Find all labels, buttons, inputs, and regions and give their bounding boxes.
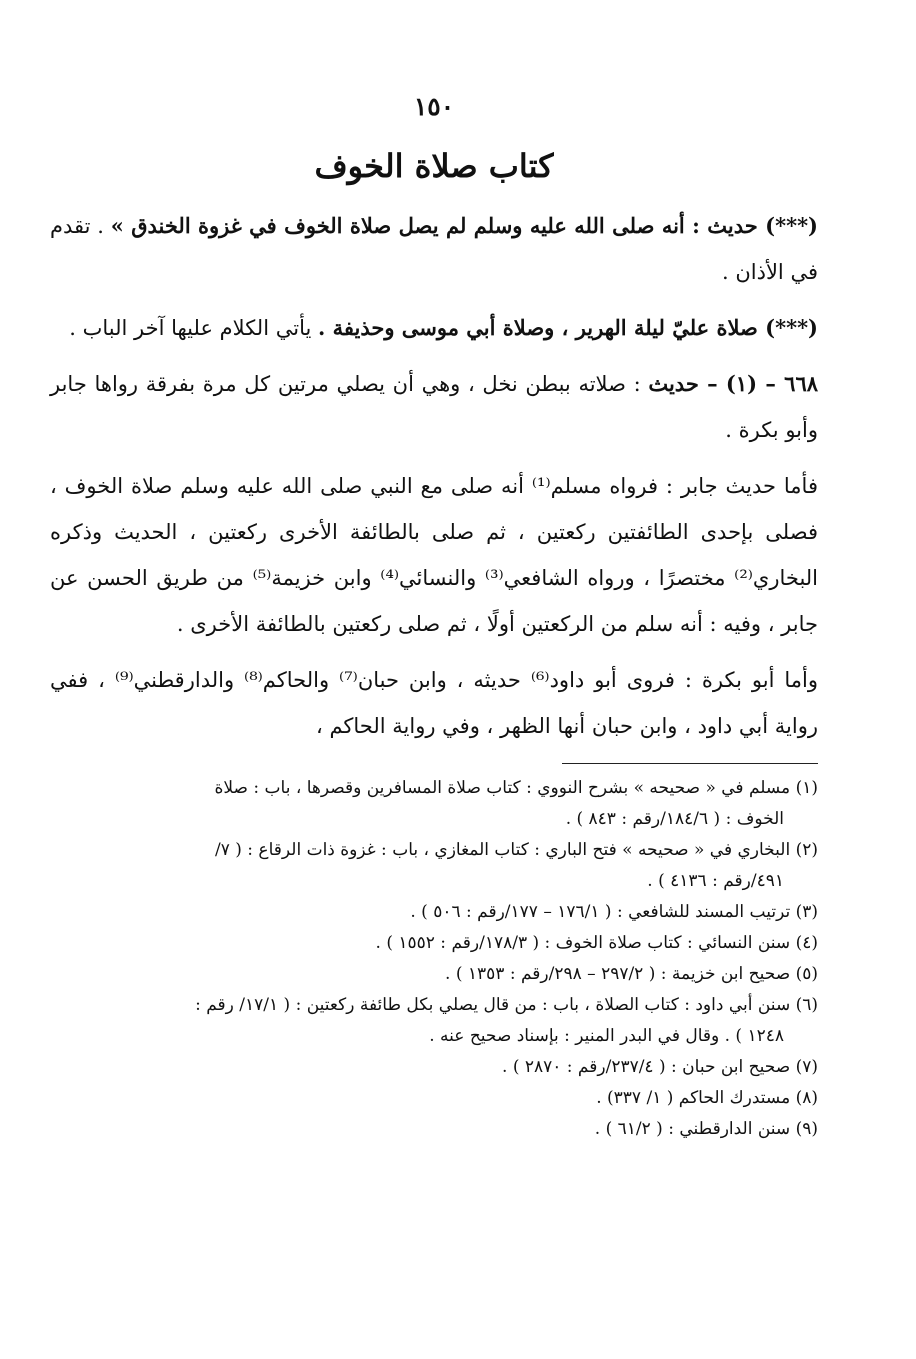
footnote — [50, 773, 818, 835]
footnote-text: (٢) البخاري في « صحيحه » فتح الباري : كتاب المغازي ، باب : غزوة ذات الرقاع : ( ٧/ — [214, 840, 818, 860]
paragraph-text: وأما أبو بكرة : فروى أبو داود⁽⁶⁾ حديثه ، وابن حبان⁽⁷⁾ والحاكم⁽⁸⁾ والدارقطني⁽⁹⁾ ، ففي رواية أبي داود ، وابن حبان أنها الظهر ، وفي رواية الحاكم ، — [50, 668, 819, 738]
footnote-text: (٥) صحيح ابن خزيمة : ( ٢٩٧/٢ – ٢٩٨/رقم : ١٣٥٣ ) . — [445, 964, 818, 984]
footnote-text: (٤) سنن النسائي : كتاب صلاة الخوف : ( ١٧٨/٣/رقم : ١٥٥٢ ) . — [375, 933, 818, 953]
footnote-continuation: ٤٩١/رقم : ٤١٣٦ ) . — [647, 871, 784, 891]
footnote — [50, 990, 818, 1052]
footnote-continuation: ١٢٤٨ ) . وقال في البدر المنير : بإسناد صحيح عنه . — [429, 1026, 784, 1046]
footnotes — [50, 773, 818, 1145]
footnote-text: (٦) سنن أبي داود : كتاب الصلاة ، باب : من قال يصلي بكل طائفة ركعتين : ( ١٧/١/ رقم : — [195, 995, 818, 1015]
footnote — [50, 1083, 818, 1114]
footnote — [50, 928, 818, 959]
footnote — [50, 897, 818, 928]
paragraph — [50, 203, 818, 295]
footnote-continuation: الخوف : ( ١٨٤/٦/رقم : ٨٤٣ ) . — [565, 809, 784, 829]
book-page — [50, 92, 818, 1145]
paragraph-bold-lead: (***) صلاة عليّ ليلة الهرير ، وصلاة أبي موسى وحذيفة . — [317, 315, 818, 340]
footnote-text: (٧) صحيح ابن حبان : ( ٢٣٧/٤/رقم : ٢٨٧٠ ) . — [502, 1057, 818, 1077]
paragraph-text: . تقدم في الأذان . — [50, 214, 818, 284]
paragraph-text: يأتي الكلام عليها آخر الباب . — [69, 316, 318, 340]
paragraph-text: فأما حديث جابر : فرواه مسلم⁽¹⁾ أنه صلى مع النبي صلى الله عليه وسلم صلاة الخوف ، فصلى بإحدى الطائفتين ركعتين ، ثم صلى بالطائفة الأخرى ركعتين ، الحديث وذكره البخاري⁽²⁾ مختصرًا ، ورواه الشافعي⁽³⁾ والنسائي⁽⁴⁾ وابن خزيمة⁽⁵⁾ من طريق الحسن عن جابر ، وفيه : أنه سلم من الركعتين أولًا ، ثم صلى ركعتين بالطائفة الأخرى . — [50, 474, 819, 636]
page-number: ١٥٠ — [413, 92, 455, 121]
footnote — [50, 1052, 818, 1083]
footnote-text: (١) مسلم في « صحيحه » بشرح النووي : كتاب صلاة المسافرين وقصرها ، باب : صلاة — [214, 778, 818, 798]
paragraph — [50, 361, 818, 453]
footnote — [50, 959, 818, 990]
footnote-text: (٣) ترتيب المسند للشافعي : ( ١٧٦/١ – ١٧٧/رقم : ٥٠٦ ) . — [410, 902, 818, 922]
paragraph — [50, 305, 818, 351]
footnote — [50, 835, 818, 897]
footnote-divider — [50, 759, 818, 773]
paragraph — [50, 463, 818, 647]
footnote-text: (٨) مستدرك الحاكم ( ١/ ٣٣٧) . — [596, 1088, 818, 1108]
paragraph-bold-lead: ٦٦٨ – (١) – حديث — [648, 371, 819, 396]
chapter-title: كتاب صلاة الخوف — [314, 147, 554, 185]
footnote — [50, 1114, 818, 1145]
paragraph-text: : صلاته ببطن نخل ، وهي أن يصلي مرتين كل مرة بفرقة رواها جابر وأبو بكرة . — [50, 372, 818, 442]
footnote-text: (٩) سنن الدارقطني : ( ٦١/٢ ) . — [594, 1119, 818, 1139]
paragraph-bold-lead: (***) حديث : أنه صلى الله عليه وسلم لم يصل صلاة الخوف في غزوة الخندق » — [110, 213, 818, 238]
paragraph — [50, 657, 818, 749]
